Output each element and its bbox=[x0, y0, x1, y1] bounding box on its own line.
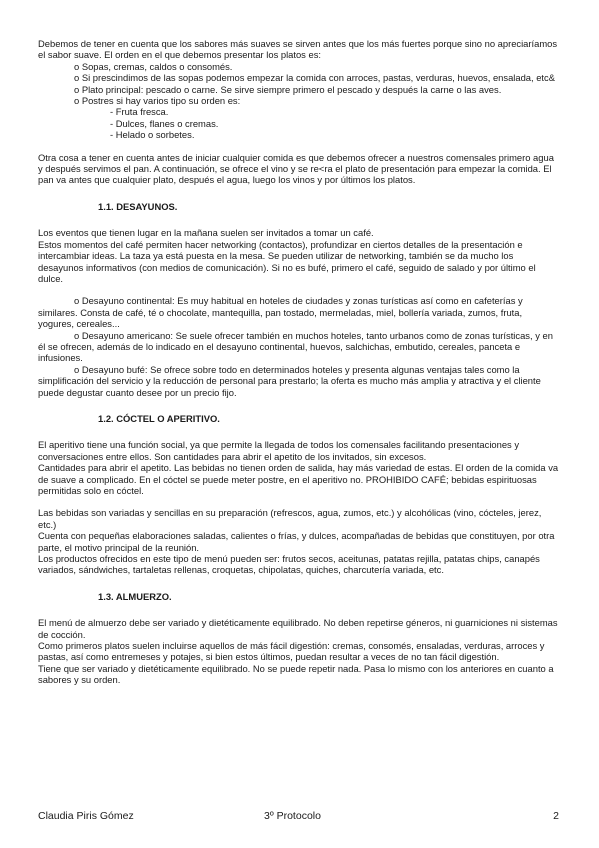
document-body bbox=[38, 38, 560, 686]
paragraph: Cuenta con pequeñas elaboraciones saladas, calientes o frías, y dulces, acompañadas de bebidas que constituyen, por otra parte, el motivo principal de la reunión. bbox=[38, 530, 555, 553]
list-item: o Postres si hay varios tipo su orden es: bbox=[74, 95, 241, 107]
sub-list-item: - Dulces, flanes o cremas. bbox=[110, 117, 219, 129]
paragraph: Tiene que ser variado y dietéticamente equilibrado. No se puede repetir nada. Pasa lo mismo con los anteriores en cuanto a sabores y su orden. bbox=[38, 662, 554, 686]
section-heading-almuerzo: 1.3. ALMUERZO. bbox=[98, 590, 172, 602]
list-item: o Desayuno bufé: Se ofrece sobre todo en determinados hoteles y presenta algunas ventajas tales como la simplificación del servicio y la reducción de personal para prestarlo; la oferta es mucho más amplia y atractiva y el cliente puede degustar cuanto desee por un precio fijo. bbox=[38, 363, 541, 398]
paragraph: Los eventos que tienen lugar en la mañana suelen ser invitados a tomar un café. bbox=[38, 227, 374, 239]
list-item: o Plato principal: pescado o carne. Se sirve siempre primero el pescado y después la carne o las aves. bbox=[74, 83, 502, 95]
list-item: o Desayuno continental: Es muy habitual en hoteles de ciudades y zonas turísticas así como en cafeterías y similares. Consta de café, té o chocolate, mantequilla, pan tostado, mermeladas, miel, bollería variada, zumos, fruta, yogures, cereales... bbox=[38, 295, 523, 330]
paragraph: Los productos ofrecidos en este tipo de menú pueden ser: frutos secos, aceitunas, patatas rejilla, patatas chips, canapés variados, sándwiches, tartaletas rellenas, croquetas, chipolatas, quiches, charcutería variada, etc. bbox=[38, 553, 540, 576]
paragraph: El aperitivo tiene una función social, ya que permite la llegada de todos los comensales facilitando presentaciones y conversaciones entre ellos. Son cantidades para abrir el apetito de los invitados, sin excesos. bbox=[38, 439, 520, 462]
paragraph: Las bebidas son variadas y sencillas en su preparación (refrescos, agua, zumos, etc.) y alcohólicas (vino, cócteles, jerez, etc.) bbox=[38, 507, 542, 530]
list-item: o Si prescindimos de las sopas podemos empezar la comida con arroces, pastas, verduras, huevos, ensalada, etc& bbox=[74, 72, 555, 84]
paragraph: Estos momentos del café permiten hacer networking (contactos), profundizar en ciertos detalles de la presentación e intercambiar ideas. La taza ya está puesta en la mesa. Se pueden utilizar de networking, también se da mucho los desayunos informativos (con medios de comunicación). Si no es bufé, primero el café, seguido de salado y por último el dulce. bbox=[38, 238, 536, 284]
intro-paragraph: Debemos de tener en cuenta que los sabores más suaves se sirven antes que los más fuertes porque sino no apreciaríamos el sabor suave. El orden en el que debemos presentar los platos es: bbox=[38, 38, 558, 61]
paragraph: Como primeros platos suelen incluirse aquellos de más fácil digestión: cremas, consomés, ensaladas, verduras, arroces y pastas, así como entremeses y potajes, si bien estos últimos, puedan resultar a veces de no tan fácil digestión. bbox=[38, 640, 545, 663]
sub-list-item: - Fruta fresca. bbox=[110, 106, 169, 118]
section-heading-desayunos: 1.1. DESAYUNOS. bbox=[98, 200, 178, 212]
footer-author: Claudia Piris Gómez bbox=[38, 810, 134, 822]
paragraph: Otra cosa a tener en cuenta antes de iniciar cualquier comida es que debemos ofrecer a nuestros comensales primero agua y después servimos el pan. A continuación, se ofrece el vino y se re<ra el plato de presentación para empezar la comida. El pan va antes que cualquier plato, después el agua, luego los vinos y por últimos los platos. bbox=[38, 151, 554, 186]
list-item: o Desayuno americano: Se suele ofrecer también en muchos hoteles, tanto urbanos como de zonas turísticas, y en él se ofrecen, además de lo indicado en el desayuno continental, huevos, salchichas, embutido, cereales, panceta e infusiones. bbox=[38, 329, 553, 364]
section-heading-coctel: 1.2. CÓCTEL O APERITIVO. bbox=[98, 412, 220, 424]
footer-course: 3º Protocolo bbox=[264, 810, 321, 822]
page-number: 2 bbox=[553, 810, 559, 822]
list-item: o Sopas, cremas, caldos o consomés. bbox=[74, 60, 233, 72]
page-footer bbox=[38, 810, 559, 822]
paragraph: Cantidades para abrir el apetito. Las bebidas no tienen orden de salida, hay más variedad de estas. El orden de la comida va de suave a complicado. En el cóctel se puede meter postre, en el aperitivo no. PROHIBIDO CAFÉ; bebidas espirituosas permitidas solo en cóctel. bbox=[38, 462, 559, 496]
paragraph: El menú de almuerzo debe ser variado y dietéticamente equilibrado. No deben repetirse géneros, ni guarniciones ni sistemas de cocción. bbox=[38, 617, 558, 640]
sub-list-item: - Helado o sorbetes. bbox=[110, 129, 195, 141]
